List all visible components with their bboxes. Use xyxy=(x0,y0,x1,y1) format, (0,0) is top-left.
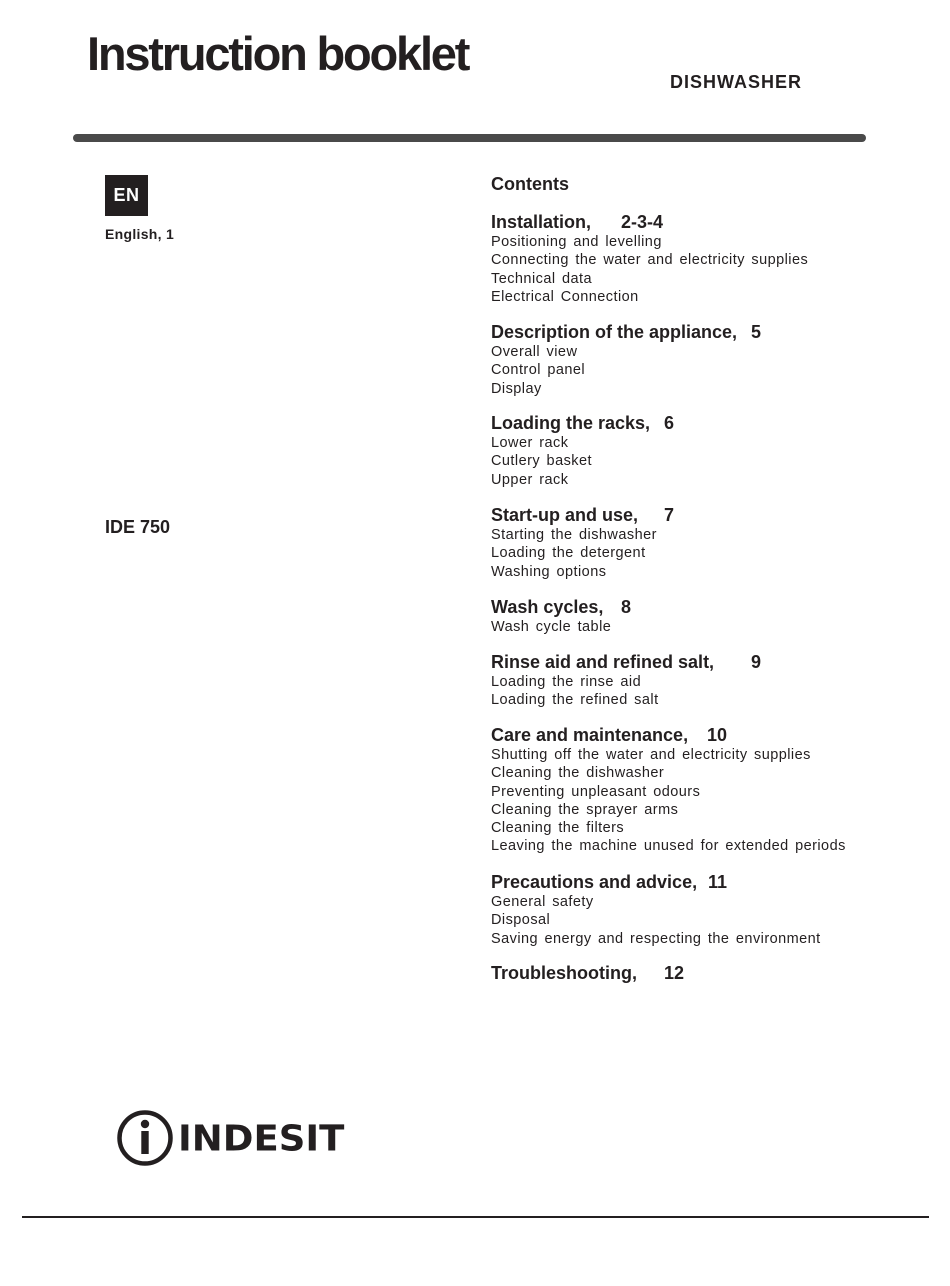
toc-section xyxy=(491,651,931,710)
brand-logo xyxy=(116,1108,346,1168)
toc-section xyxy=(491,211,931,306)
model-number: IDE 750 xyxy=(105,517,171,537)
toc-section-page: 10 xyxy=(707,725,728,745)
toc-item: Display xyxy=(491,380,542,397)
toc-section-page: 8 xyxy=(621,597,632,617)
toc-section xyxy=(491,724,931,856)
toc-section xyxy=(491,871,931,948)
language-badge: EN xyxy=(105,175,148,216)
toc-section-title: Wash cycles, xyxy=(491,597,604,617)
toc-section-page: 5 xyxy=(751,322,762,342)
toc-section-title: Troubleshooting, xyxy=(491,963,637,983)
toc-item: Cleaning the filters xyxy=(491,820,625,837)
toc-item: Starting the dishwasher xyxy=(491,527,657,543)
toc-item: Control panel xyxy=(491,362,586,379)
toc-section-heading xyxy=(491,871,931,893)
toc-section xyxy=(491,412,931,489)
toc-section-heading xyxy=(491,724,931,746)
toc-section-page: 12 xyxy=(664,963,685,983)
toc-item: Positioning and levelling xyxy=(491,234,662,250)
toc-item: Cleaning the dishwasher xyxy=(491,765,665,782)
toc-item: Loading the rinse aid xyxy=(491,674,642,690)
toc-item: Washing options xyxy=(491,563,607,580)
toc-section xyxy=(491,504,931,581)
toc-section-title: Loading the racks, xyxy=(491,413,651,433)
toc-section-heading xyxy=(491,596,931,618)
toc-item: Shutting off the water and electricity supplies xyxy=(491,747,811,763)
toc-section-page: 6 xyxy=(664,413,675,433)
toc-section-page: 9 xyxy=(751,652,762,672)
toc-section-title: Care and maintenance, xyxy=(491,725,689,745)
toc-section-title: Installation, xyxy=(491,212,592,232)
toc-section-heading xyxy=(491,504,931,526)
toc-item: Wash cycle table xyxy=(491,619,612,635)
toc-section-heading xyxy=(491,412,931,434)
toc-section-heading xyxy=(491,211,931,233)
toc-section-title: Precautions and advice, xyxy=(491,872,698,892)
toc-item: Disposal xyxy=(491,912,551,929)
toc-item: Overall view xyxy=(491,344,578,360)
toc-item: Lower rack xyxy=(491,435,569,451)
toc-item: Technical data xyxy=(491,270,592,287)
product-type: DISHWASHER xyxy=(670,72,803,92)
toc-item: Loading the detergent xyxy=(491,545,646,562)
toc-item: Electrical Connection xyxy=(491,288,639,305)
language-entry: English, 1 xyxy=(105,226,175,242)
toc-section-heading xyxy=(491,321,931,343)
contents-heading: Contents xyxy=(491,174,569,194)
toc-item: Saving energy and respecting the environment xyxy=(491,930,821,947)
toc-section xyxy=(491,962,931,984)
toc-section-page: 11 xyxy=(708,872,728,892)
toc-section xyxy=(491,596,931,636)
indesit-logo-icon xyxy=(116,1109,174,1167)
toc-item: General safety xyxy=(491,894,594,910)
toc-item: Upper rack xyxy=(491,471,569,488)
toc-section-title: Description of the appliance, xyxy=(491,322,738,342)
toc-item: Leaving the machine unused for extended periods xyxy=(491,838,846,855)
header-divider xyxy=(73,134,866,142)
toc-section-heading xyxy=(491,651,931,673)
toc-section-page: 7 xyxy=(664,505,675,525)
toc-item: Loading the refined salt xyxy=(491,692,659,709)
footer-divider xyxy=(22,1216,929,1218)
page-title: Instruction booklet xyxy=(87,27,469,80)
brand-logo-text: INDESIT xyxy=(178,1117,345,1159)
toc-section xyxy=(491,321,931,398)
toc-section-page: 2-3-4 xyxy=(621,212,664,232)
toc-item: Cleaning the sprayer arms xyxy=(491,801,679,818)
toc-item: Connecting the water and electricity supplies xyxy=(491,252,809,269)
toc-item: Preventing unpleasant odours xyxy=(491,783,701,800)
toc-section-title: Start-up and use, xyxy=(491,505,639,525)
toc-item: Cutlery basket xyxy=(491,453,592,470)
toc-section-title: Rinse aid and refined salt, xyxy=(491,652,715,672)
toc-section-heading xyxy=(491,962,931,984)
